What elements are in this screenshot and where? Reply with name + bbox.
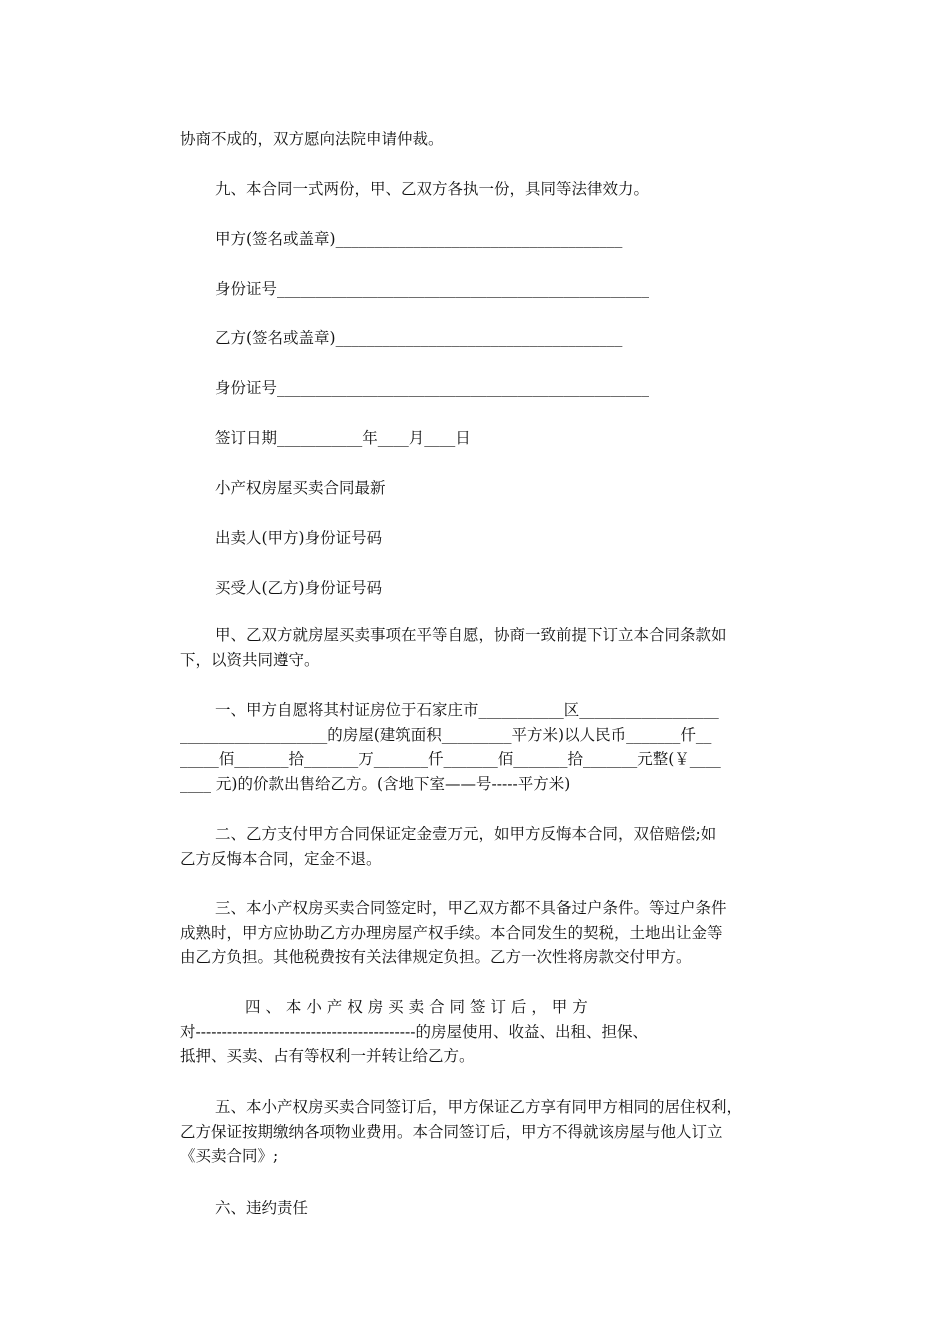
char: 甲 [551,998,568,1016]
clause-4-heading [180,995,780,1020]
signing-date-line: 签订日期___________年____月____日 [215,429,471,447]
paragraph-preamble [180,623,780,672]
text-line: ____ 元)的价款出售给乙方。(含地下室——号-----平方米) [180,774,571,793]
clause-1 [180,698,780,796]
clause-4 [180,995,780,1069]
clause-6-heading: 六、违约责任 [215,1199,309,1217]
text-line: 乙方反悔本合同，定金不退。 [180,849,382,868]
text-line: 对------------------------------------------的房屋使用、收益、出租、担保、 [180,1022,648,1041]
paragraph-copies: 九、本合同一式两份，甲、乙双方各执一份，具同等法律效力。 [215,180,650,198]
char: 房 [367,998,384,1016]
text-line: 成熟时，甲方应协助乙方办理房屋产权手续。本合同发生的契税，土地出让金等 [180,923,723,942]
char: 权 [347,998,363,1016]
text-line: 乙方保证按期缴纳各项物业费用。本合同签订后，甲方不得就该房屋与他人订立 [180,1122,723,1141]
char: 本 [285,998,302,1016]
char: 小 [306,998,322,1016]
text-line: _____佰_______拾_______万_______仟_______佰_______拾_______元整(￥____ [180,750,721,768]
text-line: 二、乙方支付甲方合同保证定金壹万元，如甲方反悔本合同，双倍赔偿;如 [215,825,717,843]
char: 产 [326,998,343,1016]
party-a-signature-line: 甲方(签名或盖章)_____________________________________ [215,230,623,248]
char: 签 [469,998,486,1016]
buyer-id-line: 买受人(乙方)身份证号码 [215,579,383,597]
char: 买 [388,998,404,1016]
char: 方 [572,998,588,1016]
text-line: ___________________的房屋(建筑面积_________平方米)以人民币_______仟__ [180,725,712,744]
text-line: 由乙方负担。其他税费按有关法律规定负担。乙方一次性将房款交付甲方。 [180,948,692,966]
clause-3 [180,896,780,970]
seller-id-line: 出卖人(甲方)身份证号码 [215,529,383,547]
contract-title: 小产权房屋买卖合同最新 [215,479,386,497]
char: 订 [490,998,506,1016]
text-line: 下，以资共同遵守。 [180,650,320,669]
text-line: 抵押、买卖、占有等权利一并转让给乙方。 [180,1047,475,1065]
char: 合 [429,998,445,1016]
text-line: 五、本小产权房买卖合同签订后，甲方保证乙方享有同甲方相同的居住权利， [215,1098,743,1116]
text-line: 甲、乙双方就房屋买卖事项在平等自愿，协商一致前提下订立本合同条款如 [215,626,727,644]
text-line: 《买卖合同》; [180,1147,279,1165]
char: 卖 [408,998,425,1016]
party-a-id-line: 身份证号________________________________________________ [215,280,650,298]
text-line: 三、本小产权房买卖合同签定时，甲乙双方都不具备过户条件。等过户条件 [215,899,727,917]
char: 四 [245,998,261,1016]
char: 后 [510,998,527,1016]
clause-5 [180,1095,780,1169]
text-line: 一、甲方自愿将其村证房位于石家庄市___________区__________________ [215,701,719,719]
party-b-signature-line: 乙方(签名或盖章)_____________________________________ [215,329,623,347]
paragraph-arbitration: 协商不成的，双方愿向法院申请仲裁。 [180,130,444,148]
char: ， [531,998,547,1016]
party-b-id-line: 身份证号________________________________________________ [215,379,650,397]
char: 同 [449,998,466,1016]
clause-2 [180,822,780,871]
char: 、 [265,998,281,1016]
